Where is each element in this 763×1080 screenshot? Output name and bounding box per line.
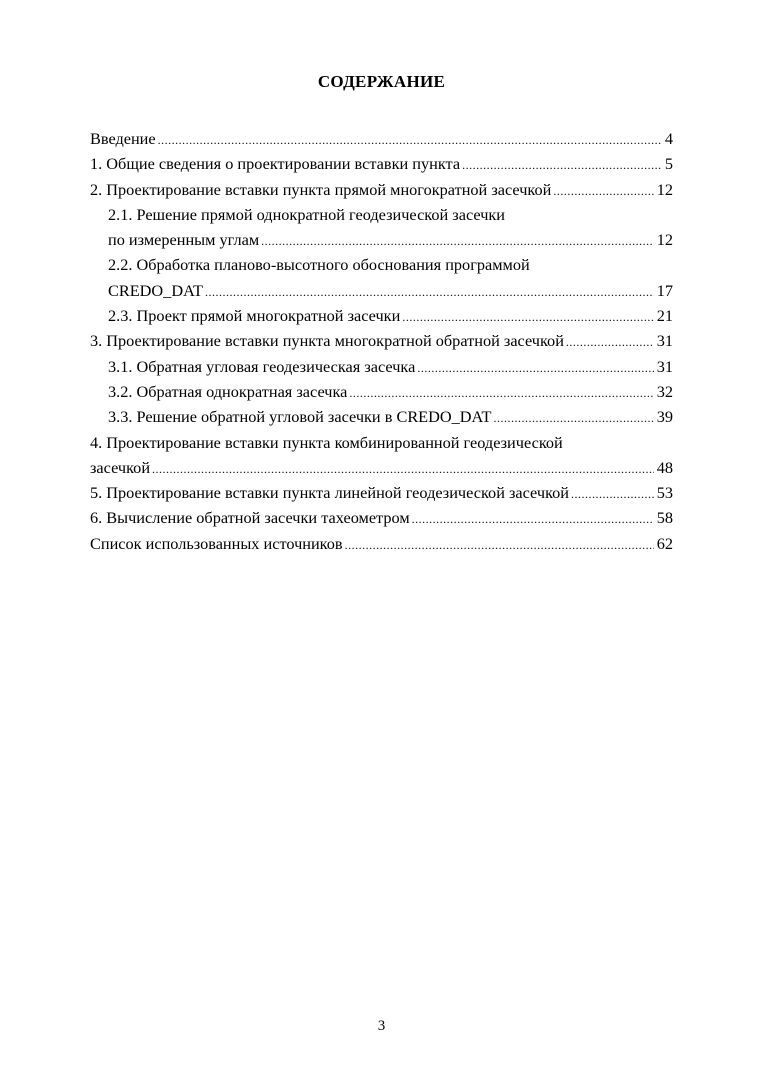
toc-entry-text: Введение (90, 129, 156, 148)
toc-entry-text: CREDO_DAT (108, 280, 203, 300)
toc-entry-section-3-3[interactable] (90, 404, 673, 429)
toc-leader-dots (493, 406, 653, 431)
toc-entry-page: 58 (656, 508, 673, 528)
toc-entry-text: 6. Вычисление обратной засечки тахеометром (90, 508, 410, 528)
toc-entry-section-5[interactable] (90, 480, 673, 505)
toc-entry-text: 4. Проектирование вставки пункта комбинированной геодезической (90, 432, 563, 452)
toc-entry-page: 5 (664, 154, 673, 174)
toc-entry-page: 4 (664, 129, 673, 148)
toc-entry-page: 17 (656, 280, 673, 300)
toc-entry-section-1[interactable] (90, 151, 673, 176)
toc-entry-page: 31 (656, 356, 673, 376)
toc-entry-text: Список использованных источников (90, 533, 343, 553)
toc-entry-text: 3. Проектирование вставки пункта многократной обратной засечкой (90, 331, 564, 351)
toc-entry-section-2[interactable] (90, 177, 673, 202)
toc-entry-text: 1. Общие сведения о проектировании вставки пункта (90, 154, 461, 174)
toc-entry-page: 21 (656, 306, 673, 326)
toc-entry-text: 2.2. Обработка планово-высотного обоснования программой (108, 255, 530, 275)
toc-entry-text: засечкой (90, 457, 151, 477)
toc-entry-section-3-2[interactable] (90, 379, 673, 404)
toc-entry-page: 31 (656, 331, 673, 351)
toc-leader-dots (402, 305, 653, 330)
toc-entry-text: 2.1. Решение прямой однократной геодезической засечки (108, 204, 506, 224)
toc-entry-page: 12 (656, 230, 673, 250)
toc-leader-dots (553, 179, 653, 204)
toc-leader-dots (205, 280, 654, 305)
toc-entry-text: 5. Проектирование вставки пункта линейной геодезической засечкой (90, 483, 570, 503)
toc-leader-dots (261, 229, 654, 254)
toc-entry-page: 48 (656, 457, 673, 477)
toc-entry-page: 39 (656, 407, 673, 427)
toc-entry-introduction[interactable] (90, 126, 673, 151)
toc-entry-text: 3.3. Решение обратной угловой засечки в CREDO_DAT (108, 407, 492, 427)
page-title: СОДЕРЖАНИЕ (317, 72, 446, 91)
toc-leader-dots (158, 128, 662, 153)
toc-entry-page: 12 (656, 179, 673, 199)
table-of-contents (90, 126, 673, 556)
toc-leader-dots (349, 381, 653, 406)
toc-entry-section-2-1-line-2[interactable] (90, 227, 673, 252)
toc-entry-page: 32 (656, 381, 673, 401)
toc-entry-references[interactable] (90, 531, 673, 556)
toc-entry-section-2-3[interactable] (90, 303, 673, 328)
toc-leader-dots (566, 330, 654, 355)
toc-leader-dots (152, 457, 654, 482)
toc-entry-page: 62 (656, 533, 673, 553)
page-number: 3 (377, 1018, 386, 1034)
toc-entry-section-2-2-line-1[interactable] (90, 252, 673, 277)
toc-leader-dots (462, 153, 662, 178)
toc-entry-section-3[interactable] (90, 328, 673, 353)
toc-leader-dots (417, 356, 653, 381)
toc-entry-page: 53 (656, 483, 673, 503)
toc-entry-text: 3.1. Обратная угловая геодезическая засечка (108, 356, 416, 376)
toc-leader-dots (412, 507, 654, 532)
toc-entry-text: 2. Проектирование вставки пункта прямой многократной засечкой (90, 179, 552, 199)
toc-entry-section-6[interactable] (90, 505, 673, 530)
toc-entry-section-4-line-1[interactable] (90, 430, 673, 455)
toc-entry-section-3-1[interactable] (90, 354, 673, 379)
toc-entry-section-2-1-line-1[interactable] (90, 202, 673, 227)
toc-leader-dots (345, 533, 654, 558)
toc-entry-text: 2.3. Проект прямой многократной засечки (108, 306, 401, 326)
toc-entry-section-2-2-line-2[interactable] (90, 278, 673, 303)
toc-entry-text: 3.2. Обратная однократная засечка (108, 381, 348, 401)
toc-entry-section-4-line-2[interactable] (90, 455, 673, 480)
toc-leader-dots (571, 482, 654, 507)
toc-entry-text: по измеренным углам (108, 230, 260, 250)
